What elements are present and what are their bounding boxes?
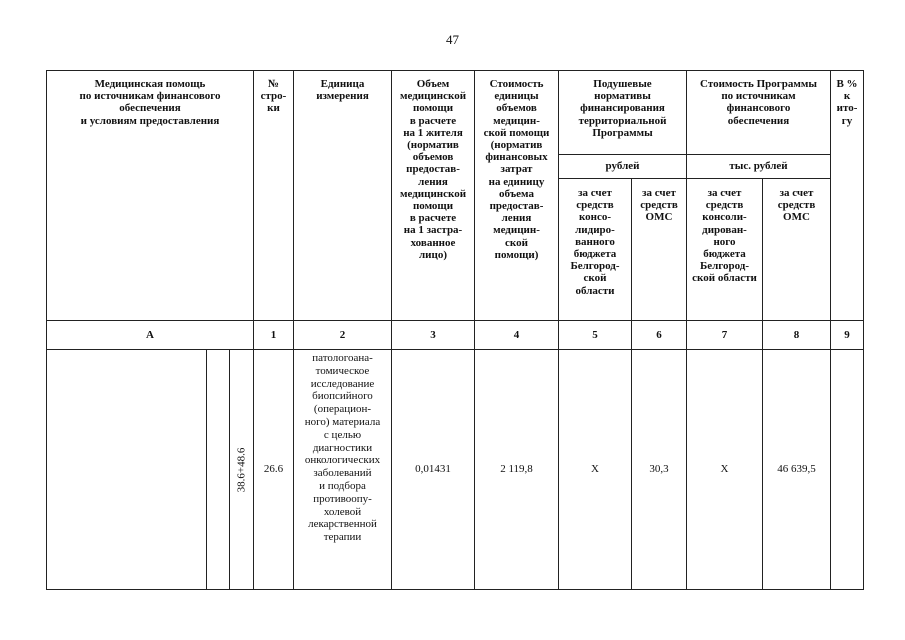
index-cell: 3 (430, 328, 436, 341)
index-cell: А (146, 328, 154, 341)
header-unit-cost: Стоимость единицы объемов медицин- ской помощи (норматив финансовых затрат на единицу объема предостав- ления медицин- ской помощи) (483, 78, 550, 261)
header-per-capita-oms: за счет средств ОМС (640, 187, 678, 224)
index-cell: 4 (513, 328, 520, 341)
row-volume: 0,01431 (415, 463, 451, 476)
header-program-cost-unit: тыс. рублей (729, 160, 788, 173)
index-cell: 6 (656, 328, 662, 341)
header-per-capita-unit: рублей (605, 160, 640, 173)
header-medical-care: Медицинская помощь по источникам финансового обеспечения и условиям предоставления (79, 78, 221, 127)
header-program-cost-group: Стоимость Программы по источникам финансового обеспечения (700, 78, 817, 127)
row-per-capita-oms: 30,3 (649, 463, 669, 476)
row-percent (831, 350, 863, 589)
row-unit-description: патологоана- томическое исследование биопсийного (операцион- ного) материала с целью диагностики онкологических заболеваний и подбора противоопу- холевой лекарственной терапии (304, 352, 381, 544)
index-cell: 1 (270, 328, 277, 341)
header-line-number: № стро- ки (260, 78, 287, 115)
row-unit-cost: 2 119,8 (500, 463, 533, 476)
header-unit: Единица измерения (316, 78, 369, 103)
index-cell: 5 (592, 328, 598, 341)
row-program-budget: Х (720, 463, 729, 476)
header-program-budget: за счет средств консоли- дирован- ного бюджета Белгород- ской области (692, 187, 757, 285)
index-cell: 8 (793, 328, 800, 341)
header-per-capita-budget: за счет средств консо- лидиро- ванного бюджета Белгород- ской области (570, 187, 620, 297)
financing-table (46, 70, 864, 590)
index-cell: 9 (844, 328, 850, 341)
row-vertical-label: 38.6+48.6 (235, 447, 248, 492)
page-number: 47 (446, 32, 459, 47)
header-per-capita-group: Подушевые нормативы финансирования территориальной Программы (578, 78, 667, 139)
row-program-oms: 46 639,5 (777, 463, 816, 476)
header-volume: Объем медицинской помощи в расчете на 1 жителя (норматив объемов предостав- ления медицинской помощи в расчете на 1 застра- хованное лицо) (399, 78, 467, 261)
row-number: 26.6 (263, 463, 284, 476)
index-cell: 7 (721, 328, 728, 341)
header-program-oms: за счет средств ОМС (777, 187, 816, 224)
index-cell: 2 (339, 328, 346, 341)
header-percent: В % к ито- гу (836, 78, 858, 127)
row-per-capita-budget: Х (591, 463, 599, 476)
